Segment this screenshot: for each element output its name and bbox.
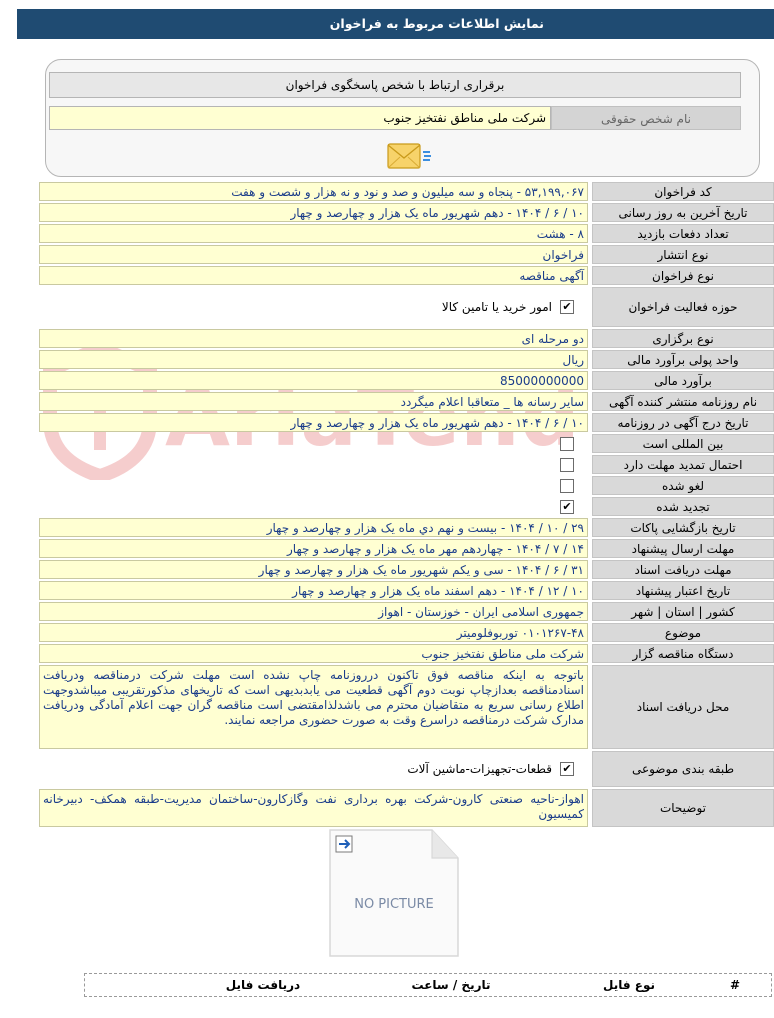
file-col-index: # [729, 978, 741, 992]
field-label: برآورد مالی [592, 371, 774, 390]
field-label: طبقه بندی موضوعی [592, 751, 774, 787]
detail-row [17, 371, 774, 390]
file-col-datetime: تاریخ / ساعت [411, 978, 491, 992]
field-label: مهلت ارسال پیشنهاد [592, 539, 774, 558]
field-label: واحد پولی برآورد مالی [592, 350, 774, 369]
detail-row [17, 497, 774, 516]
detail-row [17, 602, 774, 621]
field-value: ریال [39, 350, 588, 369]
field-value: ۳۱ / ۶ / ۱۴۰۴ - سی و یکم شهریور ماه یک هزار و چهارصد و چهار [39, 560, 588, 579]
field-label: تجدید شده [592, 497, 774, 516]
field-label: احتمال تمدید مهلت دارد [592, 455, 774, 474]
detail-row [17, 413, 774, 432]
field-value: ۲۹ / ۱۰ / ۱۴۰۴ - بیست و نهم دي ماه یک هزار و چهارصد و چهار [39, 518, 588, 537]
detail-row [17, 392, 774, 411]
field-value: 85000000000 [39, 371, 588, 390]
detail-row [17, 350, 774, 369]
detail-row [17, 518, 774, 537]
checkbox-unchecked[interactable] [560, 437, 574, 451]
field-value: آگهی مناقصه [39, 266, 588, 285]
field-label: کشور | استان | شهر [592, 602, 774, 621]
detail-row [17, 476, 774, 495]
field-value: ۱۰ / ۶ / ۱۴۰۴ - دهم شهریور ماه یک هزار و چهارصد و چهار [39, 203, 588, 222]
field-value: ۱۰ / ۱۲ / ۱۴۰۴ - دهم اسفند ماه یک هزار و چهارصد و چهار [39, 581, 588, 600]
field-label: موضوع [592, 623, 774, 642]
detail-row [17, 245, 774, 264]
field-label: لغو شده [592, 476, 774, 495]
detail-row [17, 224, 774, 243]
announcement-details [17, 182, 774, 827]
checkbox-checked[interactable]: ✔ [560, 300, 574, 314]
no-picture-image [324, 826, 462, 960]
field-value [39, 476, 588, 495]
detail-row [17, 266, 774, 285]
field-value [39, 497, 588, 516]
field-value [39, 287, 588, 327]
contact-title: برقراری ارتباط با شخص پاسخگوی فراخوان [49, 72, 741, 98]
detail-row [17, 560, 774, 579]
field-label: نوع برگزاری [592, 329, 774, 348]
envelope-icon[interactable] [386, 140, 432, 172]
detail-row [17, 751, 774, 787]
detail-row [17, 789, 774, 827]
contact-panel [45, 59, 760, 177]
detail-row [17, 329, 774, 348]
field-label: تاریخ بازگشایی پاکات [592, 518, 774, 537]
field-label: حوزه فعالیت فراخوان [592, 287, 774, 327]
no-picture-text: NO PICTURE [354, 897, 434, 912]
detail-row [17, 203, 774, 222]
field-value [39, 751, 588, 787]
checkbox-checked[interactable]: ✔ [560, 762, 574, 776]
field-label: محل دریافت اسناد [592, 665, 774, 749]
detail-row [17, 623, 774, 642]
detail-row [17, 665, 774, 749]
field-value: ۱۰ / ۶ / ۱۴۰۴ - دهم شهریور ماه یک هزار و چهارصد و چهار [39, 413, 588, 432]
field-value: دو مرحله ای [39, 329, 588, 348]
page-header [17, 9, 774, 39]
field-value: جمهوری اسلامی ایران - خوزستان - اهواز [39, 602, 588, 621]
detail-row [17, 434, 774, 453]
field-value: ۱۴ / ۷ / ۱۴۰۴ - چهاردهم مهر ماه یک هزار و چهارصد و چهار [39, 539, 588, 558]
field-value: ۰۱۰۱۲۶۷-۴۸ توربوفلومیتر [39, 623, 588, 642]
detail-row [17, 455, 774, 474]
field-label: مهلت دریافت اسناد [592, 560, 774, 579]
field-label: نام روزنامه منتشر کننده آگهی [592, 392, 774, 411]
field-label: تاریخ اعتبار پیشنهاد [592, 581, 774, 600]
field-label: نوع انتشار [592, 245, 774, 264]
page-title: نمایش اطلاعات مربوط به فراخوان [329, 16, 544, 31]
field-value: شرکت ملی مناطق نفتخیز جنوب [39, 644, 588, 663]
file-table-header [84, 973, 772, 997]
legal-person-value: شرکت ملی مناطق نفتخیز جنوب [49, 106, 551, 130]
field-label: تاریخ آخرین به روز رسانی [592, 203, 774, 222]
field-label: دستگاه مناقصه گزار [592, 644, 774, 663]
checkbox-checked[interactable]: ✔ [560, 500, 574, 514]
checkbox-label: امور خرید یا تامین کالا [441, 300, 552, 314]
detail-row [17, 581, 774, 600]
field-value: ۵۳,۱۹۹,۰۶۷ - پنجاه و سه میلیون و صد و نود و نه هزار و شصت و هفت [39, 182, 588, 201]
detail-row [17, 644, 774, 663]
checkbox-label: قطعات-تجهیزات-ماشین آلات [407, 762, 552, 776]
file-col-type: نوع فایل [603, 978, 655, 992]
checkbox-unchecked[interactable] [560, 479, 574, 493]
detail-row [17, 539, 774, 558]
field-label: تاریخ درج آگهی در روزنامه [592, 413, 774, 432]
field-label: نوع فراخوان [592, 266, 774, 285]
field-value: سایر رسانه ها _ متعاقبا اعلام میگردد [39, 392, 588, 411]
field-value [39, 434, 588, 453]
legal-person-label: نام شخص حقوقی [551, 106, 741, 130]
field-label: بین المللی است [592, 434, 774, 453]
detail-row [17, 182, 774, 201]
field-value: فراخوان [39, 245, 588, 264]
field-value: اهواز-ناحیه صنعتی کارون-شرکت بهره برداری نفت وگازکارون-ساختمان مدیریت-طبقه همکف- دبیرخانه کمیسیون [39, 789, 588, 827]
field-value: باتوجه به اینکه مناقصه فوق تاکنون درروزنامه چاپ نشده است مهلت شرکت درمناقصه ودریافت اسنادمناقصه بعدازچاپ نوبت دوم آگهی قطعیت می یابدبدیهی است که تاریخهای مذکورتقریبی میباشدوجهت اطلاع رسانی سریع به متقاضیان محترم می باشدلذامقتضی است مناقصه گران جهت اعلام آمادگی ودریافت مدارک شرکت درمناقصه دراسرع وقت به صورت حضوری مراجعه نمایند. [39, 665, 588, 749]
field-value: ۸ - هشت [39, 224, 588, 243]
field-label: توضیحات [592, 789, 774, 827]
checkbox-unchecked[interactable] [560, 458, 574, 472]
detail-row [17, 287, 774, 327]
field-value [39, 455, 588, 474]
field-label: تعداد دفعات بازدید [592, 224, 774, 243]
field-label: کد فراخوان [592, 182, 774, 201]
file-col-download: دریافت فایل [225, 978, 301, 992]
